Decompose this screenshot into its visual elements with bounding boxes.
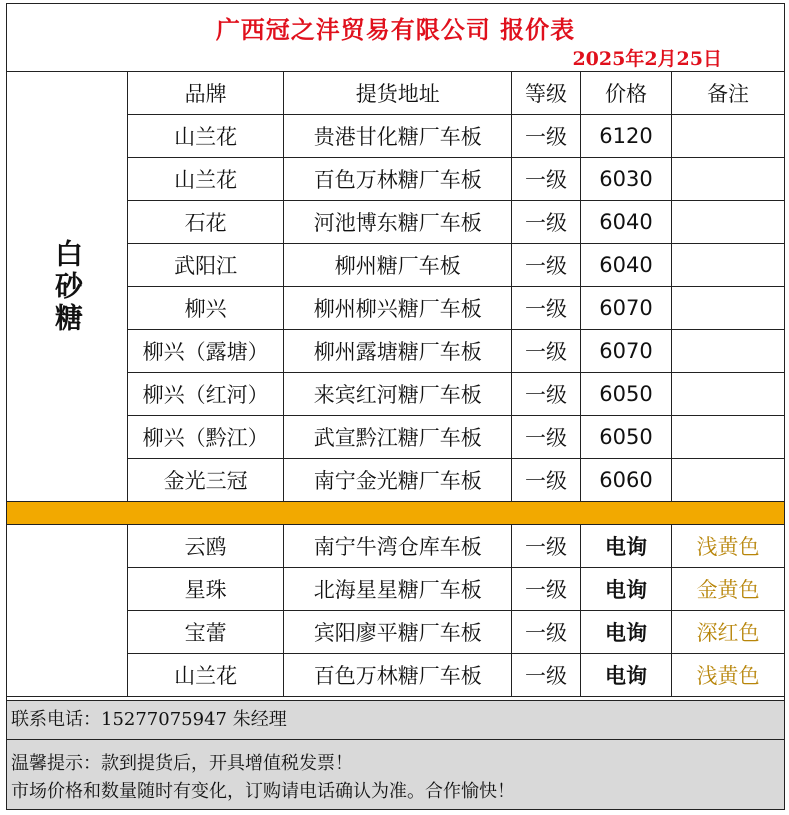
address-cell: 百色万林糖厂车板 <box>284 654 512 697</box>
grade-cell: 一级 <box>512 525 581 568</box>
grade-cell: 一级 <box>512 244 581 287</box>
note-cell <box>672 201 784 244</box>
brand-cell: 石花 <box>128 201 284 244</box>
grade-cell: 一级 <box>512 568 581 611</box>
note-cell <box>672 115 784 158</box>
header-row <box>7 72 784 115</box>
price-cell: 电询 <box>580 654 671 697</box>
price-cell: 电询 <box>580 568 671 611</box>
address-cell: 柳州糖厂车板 <box>284 244 512 287</box>
address-cell: 来宾红河糖厂车板 <box>284 373 512 416</box>
address-cell: 宾阳廖平糖厂车板 <box>284 611 512 654</box>
grade-cell: 一级 <box>512 459 581 502</box>
address-cell: 南宁牛湾仓库车板 <box>284 525 512 568</box>
section-label: 白砂糖 <box>51 238 84 335</box>
col-header-note: 备注 <box>672 72 784 115</box>
col-header-price: 价格 <box>580 72 671 115</box>
brand-cell: 武阳江 <box>128 244 284 287</box>
price-cell: 6040 <box>580 201 671 244</box>
tips-box <box>7 740 784 809</box>
grade-cell: 一级 <box>512 158 581 201</box>
note-cell <box>672 244 784 287</box>
price-cell: 6070 <box>580 330 671 373</box>
address-cell: 柳州露塘糖厂车板 <box>284 330 512 373</box>
note-cell: 浅黄色 <box>672 525 784 568</box>
note-cell <box>672 373 784 416</box>
grade-cell: 一级 <box>512 373 581 416</box>
brand-cell: 柳兴（露塘） <box>128 330 284 373</box>
table-row <box>7 525 784 568</box>
price-cell: 6050 <box>580 416 671 459</box>
col-header-brand: 品牌 <box>128 72 284 115</box>
price-sheet <box>6 3 785 810</box>
price-cell: 6060 <box>580 459 671 502</box>
grade-cell: 一级 <box>512 287 581 330</box>
brand-cell: 柳兴 <box>128 287 284 330</box>
note-cell: 浅黄色 <box>672 654 784 697</box>
col-header-grade: 等级 <box>512 72 581 115</box>
brand-cell: 山兰花 <box>128 654 284 697</box>
price-cell: 6120 <box>580 115 671 158</box>
section-cell <box>7 72 128 502</box>
divider-row <box>7 502 784 525</box>
sheet-title: 广西冠之沣贸易有限公司 报价表 <box>215 15 576 44</box>
address-cell: 贵港甘化糖厂车板 <box>284 115 512 158</box>
note-cell <box>672 416 784 459</box>
grade-cell: 一级 <box>512 611 581 654</box>
note-cell <box>672 158 784 201</box>
brand-cell: 云鸥 <box>128 525 284 568</box>
note-cell <box>672 330 784 373</box>
grade-cell: 一级 <box>512 416 581 459</box>
price-cell: 6070 <box>580 287 671 330</box>
col-header-address: 提货地址 <box>284 72 512 115</box>
price-cell: 电询 <box>580 525 671 568</box>
address-cell: 武宣黔江糖厂车板 <box>284 416 512 459</box>
brand-cell: 金光三冠 <box>128 459 284 502</box>
address-cell: 北海星星糖厂车板 <box>284 568 512 611</box>
sheet-date: 2025年2月25日 <box>572 48 722 70</box>
brand-cell: 柳兴（红河） <box>128 373 284 416</box>
brand-cell: 宝蕾 <box>128 611 284 654</box>
brand-cell: 柳兴（黔江） <box>128 416 284 459</box>
address-cell: 南宁金光糖厂车板 <box>284 459 512 502</box>
divider-band <box>7 502 784 525</box>
tip-line-2: 市场价格和数量随时有变化，订购请电话确认为准。合作愉快！ <box>11 781 515 802</box>
note-cell: 金黄色 <box>672 568 784 611</box>
address-cell: 河池博东糖厂车板 <box>284 201 512 244</box>
grade-cell: 一级 <box>512 330 581 373</box>
brand-cell: 山兰花 <box>128 115 284 158</box>
price-cell: 6040 <box>580 244 671 287</box>
sheet-header <box>7 4 784 72</box>
note-cell <box>672 459 784 502</box>
address-cell: 柳州柳兴糖厂车板 <box>284 287 512 330</box>
price-cell: 电询 <box>580 611 671 654</box>
note-cell: 深红色 <box>672 611 784 654</box>
brand-cell: 山兰花 <box>128 158 284 201</box>
grade-cell: 一级 <box>512 654 581 697</box>
price-cell: 6030 <box>580 158 671 201</box>
note-cell <box>672 287 784 330</box>
tip-line-1: 温馨提示：款到提货后，开具增值税发票！ <box>11 753 353 774</box>
address-cell: 百色万林糖厂车板 <box>284 158 512 201</box>
grade-cell: 一级 <box>512 115 581 158</box>
price-table <box>7 71 784 697</box>
brand-cell: 星珠 <box>128 568 284 611</box>
price-cell: 6050 <box>580 373 671 416</box>
contact-line: 联系电话：15277075947 朱经理 <box>7 700 784 740</box>
grade-cell: 一级 <box>512 201 581 244</box>
section-cell-empty <box>7 525 128 697</box>
